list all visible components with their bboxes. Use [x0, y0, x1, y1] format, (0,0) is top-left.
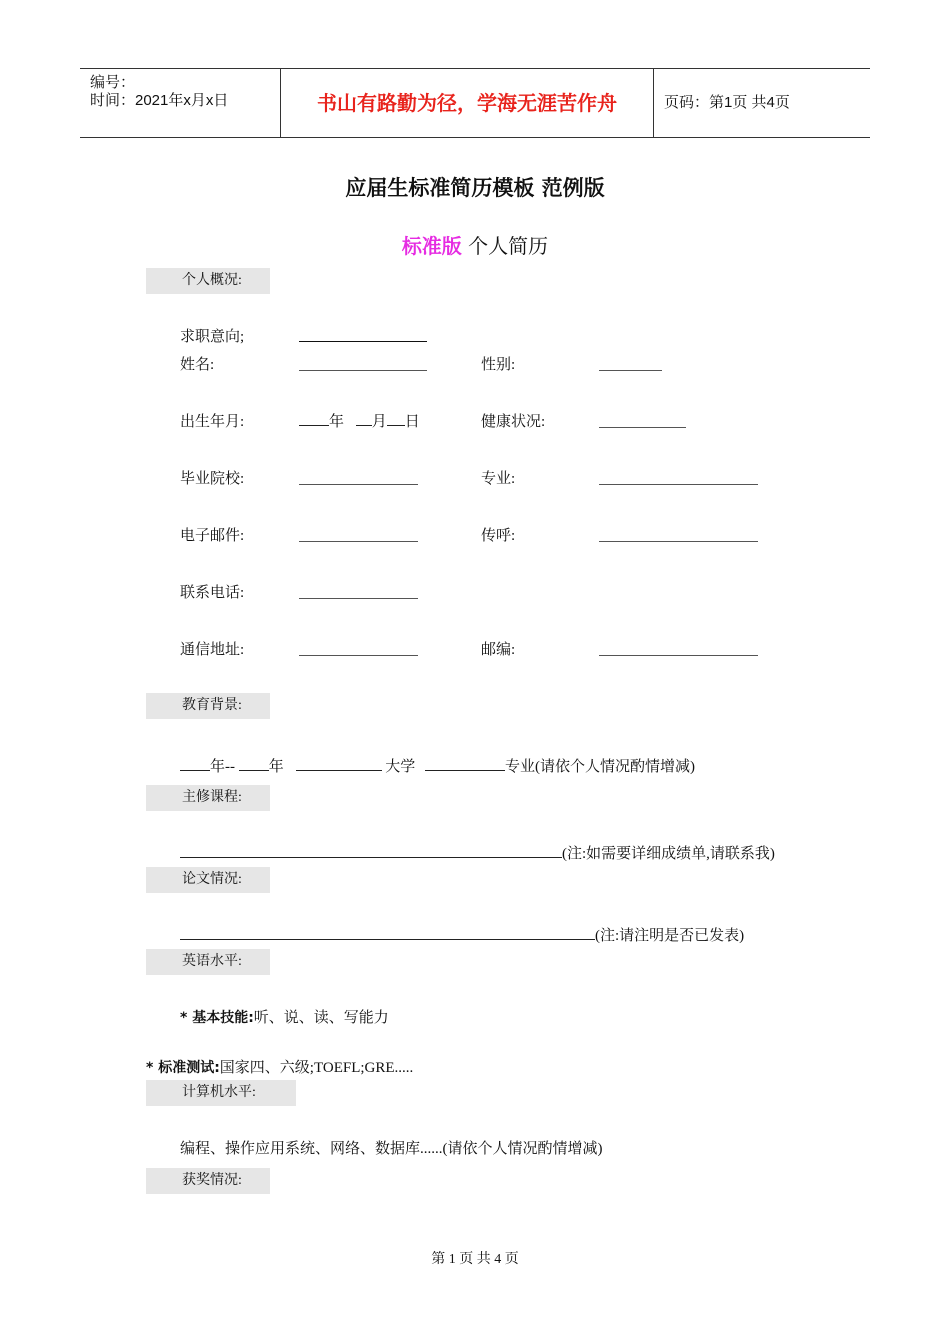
- edu-university: 大学: [385, 759, 416, 775]
- label-objective: 求职意向;: [180, 329, 245, 345]
- english-skills-value: 听、说、读、写能力: [253, 1010, 389, 1026]
- edu-year1: 年--: [210, 759, 235, 775]
- blank-gender[interactable]: [599, 370, 662, 371]
- label-health: 健康状况:: [481, 414, 546, 430]
- blank-thesis[interactable]: [180, 925, 595, 940]
- blank-address[interactable]: [299, 655, 418, 656]
- section-thesis: 论文情况:: [146, 867, 270, 893]
- english-skills-line: [180, 1006, 389, 1027]
- section-personal: 个人概况:: [146, 268, 270, 294]
- label-major: 专业:: [481, 471, 516, 487]
- birth-day-unit: 日: [404, 414, 420, 430]
- edu-major-suffix: 专业(请依个人情况酌情增减): [505, 759, 696, 775]
- thesis-line: [180, 924, 744, 945]
- number-label: 编号：: [90, 74, 136, 91]
- label-zip: 邮编:: [481, 642, 516, 658]
- computer-text: 编程、操作应用系统、网络、数据库......(请依个人情况酌情增减): [180, 1141, 603, 1157]
- thesis-note: (注:请注明是否已发表): [595, 928, 745, 944]
- english-tests-line: [146, 1056, 413, 1077]
- blank-edu-end[interactable]: [239, 756, 269, 771]
- courses-note: (注:如需要详细成绩单,请联系我): [562, 846, 775, 862]
- blank-edu-start[interactable]: [180, 756, 210, 771]
- blank-university[interactable]: [296, 756, 382, 771]
- blank-phone[interactable]: [299, 598, 418, 599]
- blank-major[interactable]: [599, 484, 758, 485]
- label-school: 毕业院校:: [180, 471, 245, 487]
- blank-birth-day[interactable]: [387, 411, 405, 426]
- blank-birth-month[interactable]: [356, 411, 372, 426]
- label-address: 通信地址:: [180, 642, 245, 658]
- document-title: 应届生标准简历模板 范例版: [345, 176, 605, 200]
- blank-edu-major[interactable]: [425, 756, 505, 771]
- english-tests-label: * 标准测试:: [146, 1060, 220, 1076]
- blank-email[interactable]: [299, 541, 418, 542]
- birth-date-line: [299, 410, 420, 431]
- edu-year2: 年: [268, 759, 284, 775]
- courses-line: [180, 842, 775, 863]
- page-label: 页码：第1页 共4页: [664, 94, 790, 111]
- blank-school[interactable]: [299, 484, 418, 485]
- blank-name[interactable]: [299, 370, 427, 371]
- time-label: 时间：2021年x月x日: [90, 92, 229, 109]
- label-pager: 传呼:: [481, 528, 516, 544]
- label-name: 姓名:: [180, 357, 215, 373]
- label-birth: 出生年月:: [180, 414, 245, 430]
- blank-birth-year[interactable]: [299, 411, 329, 426]
- section-education: 教育背景:: [146, 693, 270, 719]
- english-tests-value: 国家四、六级;TOEFL;GRE.....: [219, 1060, 414, 1076]
- section-awards: 获奖情况:: [146, 1168, 270, 1194]
- subtitle-rest: 个人简历: [468, 234, 549, 258]
- motto: 书山有路勤为径，学海无涯苦作舟: [281, 69, 654, 137]
- blank-courses[interactable]: [180, 843, 562, 858]
- birth-year-unit: 年: [329, 414, 345, 430]
- section-computer: 计算机水平:: [146, 1080, 296, 1106]
- blank-objective[interactable]: [299, 341, 427, 342]
- header-meta-cell: [80, 69, 281, 137]
- english-skills-label: * 基本技能:: [180, 1010, 254, 1026]
- section-courses: 主修课程:: [146, 785, 270, 811]
- header-table: [80, 68, 870, 138]
- blank-zip[interactable]: [599, 655, 758, 656]
- page-footer: 第 1 页 共 4 页: [431, 1252, 519, 1267]
- label-phone: 联系电话:: [180, 585, 245, 601]
- label-gender: 性别:: [481, 357, 516, 373]
- resume-subtitle: [0, 230, 950, 259]
- subtitle-highlight: 标准版: [401, 234, 462, 258]
- education-line: [180, 755, 695, 776]
- blank-health[interactable]: [599, 427, 686, 428]
- section-english: 英语水平:: [146, 949, 270, 975]
- blank-pager[interactable]: [599, 541, 758, 542]
- label-email: 电子邮件:: [180, 528, 245, 544]
- birth-month-unit: 月: [371, 414, 387, 430]
